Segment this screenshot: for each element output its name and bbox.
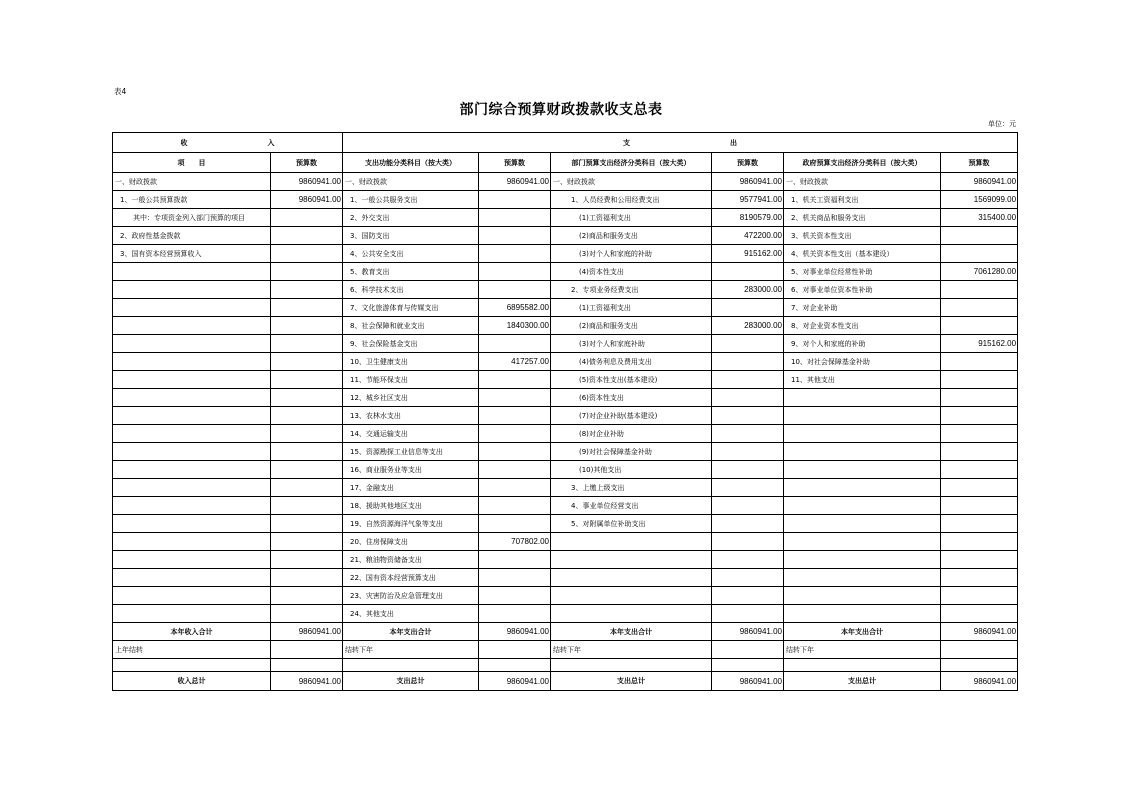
income-value: [271, 587, 343, 605]
carryover-out-value-1: [479, 641, 551, 659]
func-class-value: 6895582.00: [479, 299, 551, 317]
gov-econ-item: 1、机关工资福利支出: [784, 191, 941, 209]
gov-econ-item: 5、对事业单位经常性补助: [784, 263, 941, 281]
gov-econ-value: [941, 389, 1018, 407]
income-value: [271, 371, 343, 389]
gov-econ-item: [784, 425, 941, 443]
func-class-item: 一、财政拨款: [343, 173, 479, 191]
dept-econ-value: 472200.00: [712, 227, 784, 245]
func-class-value: [479, 497, 551, 515]
gov-econ-value: [941, 533, 1018, 551]
table-row: [113, 191, 1018, 209]
table-row: [113, 587, 1018, 605]
dept-econ-item: (3)对个人和家庭补助: [551, 335, 712, 353]
gov-econ-item: [784, 605, 941, 623]
table-row: [113, 227, 1018, 245]
income-value: [271, 227, 343, 245]
income-item: [113, 515, 271, 533]
gov-econ-value: [941, 425, 1018, 443]
grand-expense-value-3: 9860941.00: [941, 672, 1018, 691]
func-class-value: 9860941.00: [479, 173, 551, 191]
income-value: 9860941.00: [271, 173, 343, 191]
gov-econ-item: [784, 551, 941, 569]
dept-econ-item: (6)资本性支出: [551, 389, 712, 407]
income-item: [113, 479, 271, 497]
gov-econ-item: [784, 389, 941, 407]
income-char-1: 收: [180, 138, 188, 147]
income-item: 其中：专项资金列入部门预算的项目: [113, 209, 271, 227]
carryover-in-value: [271, 641, 343, 659]
func-class-item: 6、科学技术支出: [343, 281, 479, 299]
gov-econ-item: 3、机关资本性支出: [784, 227, 941, 245]
gov-econ-item: 6、对事业单位资本性补助: [784, 281, 941, 299]
func-class-item: 18、援助其他地区支出: [343, 497, 479, 515]
gov-econ-value: [941, 605, 1018, 623]
dept-econ-item: (7)对企业补助(基本建设): [551, 407, 712, 425]
carryover-out-label-1: 结转下年: [343, 641, 479, 659]
func-class-value: [479, 443, 551, 461]
gov-econ-item: 2、机关商品和服务支出: [784, 209, 941, 227]
dept-econ-item: (1)工资福利支出: [551, 299, 712, 317]
dept-econ-item: (2)商品和服务支出: [551, 317, 712, 335]
income-total-value: 9860941.00: [271, 623, 343, 641]
gov-econ-item: 10、对社会保障基金补助: [784, 353, 941, 371]
dept-econ-value: [712, 425, 784, 443]
dept-econ-item: 4、事业单位经营支出: [551, 497, 712, 515]
grand-income-value: 9860941.00: [271, 672, 343, 691]
table-row: [113, 209, 1018, 227]
dept-econ-value: [712, 551, 784, 569]
func-class-item: 23、灾害防治及应急管理支出: [343, 587, 479, 605]
dept-econ-item: [551, 587, 712, 605]
income-value: [271, 443, 343, 461]
dept-econ-value: 283000.00: [712, 317, 784, 335]
expense-section-header: [343, 133, 1018, 153]
func-class-item: 24、其他支出: [343, 605, 479, 623]
func-class-value: [479, 209, 551, 227]
dept-econ-item: [551, 569, 712, 587]
gov-econ-item: [784, 443, 941, 461]
table-row: [113, 443, 1018, 461]
dept-econ-item: (1)工资福利支出: [551, 209, 712, 227]
income-item: [113, 281, 271, 299]
col-header-budget-4: 预算数: [941, 153, 1018, 173]
func-class-item: 19、自然资源海洋气象等支出: [343, 515, 479, 533]
gov-econ-value: [941, 353, 1018, 371]
income-item: [113, 335, 271, 353]
expense-char-1: 支: [623, 138, 631, 147]
dept-econ-value: 283000.00: [712, 281, 784, 299]
table-row: [113, 461, 1018, 479]
func-class-value: [479, 461, 551, 479]
annual-total-row: [113, 623, 1018, 641]
table-row: [113, 173, 1018, 191]
income-item: [113, 497, 271, 515]
dept-econ-value: [712, 479, 784, 497]
dept-econ-value: [712, 263, 784, 281]
income-item: [113, 533, 271, 551]
dept-econ-item: [551, 605, 712, 623]
section-header-row: [113, 133, 1018, 153]
gov-econ-item: [784, 569, 941, 587]
func-class-item: 11、节能环保支出: [343, 371, 479, 389]
income-item: [113, 353, 271, 371]
col-header-budget-2: 预算数: [479, 153, 551, 173]
income-char-2: 入: [267, 138, 275, 147]
table-row: [113, 371, 1018, 389]
gov-econ-value: [941, 407, 1018, 425]
gov-econ-item: 7、对企业补助: [784, 299, 941, 317]
carryover-out-label-3: 结转下年: [784, 641, 941, 659]
func-class-value: [479, 407, 551, 425]
dept-econ-item: (8)对企业补助: [551, 425, 712, 443]
expense-total-value-1: 9860941.00: [479, 623, 551, 641]
income-item: [113, 551, 271, 569]
income-value: [271, 605, 343, 623]
carryover-out-value-2: [712, 641, 784, 659]
table-row: [113, 425, 1018, 443]
gov-econ-value: 1569099.00: [941, 191, 1018, 209]
func-class-value: [479, 227, 551, 245]
func-class-item: 16、商业服务业等支出: [343, 461, 479, 479]
func-class-value: [479, 335, 551, 353]
dept-econ-item: (9)对社会保障基金补助: [551, 443, 712, 461]
income-item: [113, 263, 271, 281]
dept-econ-item: [551, 533, 712, 551]
page-title: 部门综合预算财政拨款收支总表: [459, 102, 663, 118]
dept-econ-item: (4)债务利息及费用支出: [551, 353, 712, 371]
income-item: [113, 317, 271, 335]
grand-expense-label-3: 支出总计: [784, 672, 941, 691]
income-value: 9860941.00: [271, 191, 343, 209]
dept-econ-value: 9860941.00: [712, 173, 784, 191]
gov-econ-value: [941, 587, 1018, 605]
table-number: 表4: [114, 87, 127, 96]
dept-econ-value: [712, 389, 784, 407]
func-class-item: 20、住房保障支出: [343, 533, 479, 551]
income-item: [113, 569, 271, 587]
col-header-budget-3: 预算数: [712, 153, 784, 173]
grand-total-row: [113, 672, 1018, 691]
spacer-row: [113, 659, 1018, 672]
dept-econ-value: [712, 515, 784, 533]
func-class-item: 5、教育支出: [343, 263, 479, 281]
gov-econ-value: [941, 497, 1018, 515]
gov-econ-value: 9860941.00: [941, 173, 1018, 191]
income-value: [271, 317, 343, 335]
dept-econ-item: (5)资本性支出(基本建设): [551, 371, 712, 389]
func-class-value: [479, 569, 551, 587]
income-item: 2、政府性基金拨款: [113, 227, 271, 245]
income-value: [271, 299, 343, 317]
income-value: [271, 281, 343, 299]
table-row: [113, 317, 1018, 335]
carryover-out-label-2: 结转下年: [551, 641, 712, 659]
grand-expense-value-2: 9860941.00: [712, 672, 784, 691]
dept-econ-value: [712, 443, 784, 461]
table-row: [113, 335, 1018, 353]
income-item: [113, 443, 271, 461]
table-row: [113, 389, 1018, 407]
income-value: [271, 389, 343, 407]
gov-econ-item: [784, 587, 941, 605]
income-value: [271, 569, 343, 587]
table-row: [113, 515, 1018, 533]
table-row: [113, 281, 1018, 299]
dept-econ-item: 一、财政拨款: [551, 173, 712, 191]
gov-econ-value: [941, 551, 1018, 569]
income-value: [271, 353, 343, 371]
income-item: [113, 371, 271, 389]
income-item: [113, 425, 271, 443]
unit-label: 单位：元: [988, 120, 1016, 128]
income-value: [271, 533, 343, 551]
gov-econ-value: [941, 371, 1018, 389]
dept-econ-item: 1、人员经费和公用经费支出: [551, 191, 712, 209]
gov-econ-value: [941, 515, 1018, 533]
dept-econ-item: (3)对个人和家庭的补助: [551, 245, 712, 263]
carryover-out-value-3: [941, 641, 1018, 659]
dept-econ-value: [712, 569, 784, 587]
func-class-item: 8、社会保障和就业支出: [343, 317, 479, 335]
gov-econ-value: 915162.00: [941, 335, 1018, 353]
func-class-item: 14、交通运输支出: [343, 425, 479, 443]
func-class-item: 3、国防支出: [343, 227, 479, 245]
dept-econ-value: [712, 407, 784, 425]
income-value: [271, 551, 343, 569]
func-class-value: [479, 479, 551, 497]
gov-econ-item: [784, 479, 941, 497]
dept-econ-value: 8190579.00: [712, 209, 784, 227]
income-item: [113, 461, 271, 479]
gov-econ-value: [941, 245, 1018, 263]
table-row: [113, 497, 1018, 515]
dept-econ-value: [712, 533, 784, 551]
gov-econ-value: [941, 443, 1018, 461]
table-row: [113, 569, 1018, 587]
col-header-item: 项 目: [113, 153, 271, 173]
dept-econ-item: (2)商品和服务支出: [551, 227, 712, 245]
table-row: [113, 245, 1018, 263]
gov-econ-value: [941, 569, 1018, 587]
income-value: [271, 335, 343, 353]
carryover-in-label: 上年结转: [113, 641, 271, 659]
gov-econ-value: [941, 317, 1018, 335]
func-class-value: [479, 281, 551, 299]
func-class-value: [479, 605, 551, 623]
func-class-item: 15、资源勘探工业信息等支出: [343, 443, 479, 461]
dept-econ-value: [712, 335, 784, 353]
gov-econ-value: [941, 479, 1018, 497]
col-header-func-class: 支出功能分类科目（按大类）: [343, 153, 479, 173]
expense-char-2: 出: [730, 138, 738, 147]
gov-econ-item: 一、财政拨款: [784, 173, 941, 191]
func-class-value: [479, 587, 551, 605]
gov-econ-item: 9、对个人和家庭的补助: [784, 335, 941, 353]
income-item: [113, 299, 271, 317]
gov-econ-item: 8、对企业资本性支出: [784, 317, 941, 335]
dept-econ-item: (10)其他支出: [551, 461, 712, 479]
func-class-item: 13、农林水支出: [343, 407, 479, 425]
income-total-label: 本年收入合计: [113, 623, 271, 641]
func-class-item: 10、卫生健康支出: [343, 353, 479, 371]
col-header-dept-econ: 部门预算支出经济分类科目（按大类）: [551, 153, 712, 173]
dept-econ-item: 2、专项业务经费支出: [551, 281, 712, 299]
func-class-value: [479, 389, 551, 407]
table-row: [113, 605, 1018, 623]
gov-econ-item: [784, 407, 941, 425]
func-class-item: 12、城乡社区支出: [343, 389, 479, 407]
expense-total-value-3: 9860941.00: [941, 623, 1018, 641]
gov-econ-value: [941, 281, 1018, 299]
table-row: [113, 407, 1018, 425]
col-header-budget-1: 预算数: [271, 153, 343, 173]
func-class-value: [479, 245, 551, 263]
dept-econ-value: 9577941.00: [712, 191, 784, 209]
income-value: [271, 497, 343, 515]
budget-table: [112, 132, 1018, 691]
dept-econ-item: (4)资本性支出: [551, 263, 712, 281]
func-class-value: [479, 515, 551, 533]
income-item: 一、财政拨款: [113, 173, 271, 191]
gov-econ-item: [784, 515, 941, 533]
expense-total-label-3: 本年支出合计: [784, 623, 941, 641]
grand-income-label: 收入总计: [113, 672, 271, 691]
expense-total-label-2: 本年支出合计: [551, 623, 712, 641]
income-value: [271, 479, 343, 497]
expense-total-value-2: 9860941.00: [712, 623, 784, 641]
dept-econ-value: [712, 605, 784, 623]
income-item: [113, 605, 271, 623]
gov-econ-item: [784, 533, 941, 551]
income-item: 3、国有资本经营预算收入: [113, 245, 271, 263]
income-item: [113, 389, 271, 407]
table-row: [113, 353, 1018, 371]
func-class-item: 17、金融支出: [343, 479, 479, 497]
func-class-item: 9、社会保险基金支出: [343, 335, 479, 353]
gov-econ-item: 11、其他支出: [784, 371, 941, 389]
func-class-item: 1、一般公共服务支出: [343, 191, 479, 209]
income-value: [271, 425, 343, 443]
gov-econ-item: [784, 497, 941, 515]
grand-expense-value-1: 9860941.00: [479, 672, 551, 691]
income-value: [271, 461, 343, 479]
dept-econ-value: 915162.00: [712, 245, 784, 263]
gov-econ-value: 315400.00: [941, 209, 1018, 227]
func-class-value: 707802.00: [479, 533, 551, 551]
grand-expense-label-1: 支出总计: [343, 672, 479, 691]
func-class-item: 7、文化旅游体育与传媒支出: [343, 299, 479, 317]
income-value: [271, 407, 343, 425]
dept-econ-item: 3、上缴上级支出: [551, 479, 712, 497]
income-section-header: [113, 133, 343, 153]
gov-econ-value: [941, 299, 1018, 317]
dept-econ-value: [712, 587, 784, 605]
table-row: [113, 533, 1018, 551]
table-row: [113, 263, 1018, 281]
income-value: [271, 245, 343, 263]
income-value: [271, 209, 343, 227]
income-item: 1、一般公共预算拨款: [113, 191, 271, 209]
table-row: [113, 299, 1018, 317]
func-class-value: [479, 191, 551, 209]
gov-econ-value: [941, 461, 1018, 479]
table-body: [113, 173, 1018, 623]
func-class-item: 4、公共安全支出: [343, 245, 479, 263]
dept-econ-value: [712, 461, 784, 479]
func-class-item: 2、外交支出: [343, 209, 479, 227]
expense-total-label-1: 本年支出合计: [343, 623, 479, 641]
gov-econ-item: 4、机关资本性支出（基本建设）: [784, 245, 941, 263]
dept-econ-value: [712, 353, 784, 371]
dept-econ-item: 5、对附属单位补助支出: [551, 515, 712, 533]
income-item: [113, 587, 271, 605]
func-class-item: 21、粮油物资储备支出: [343, 551, 479, 569]
gov-econ-item: [784, 461, 941, 479]
carryover-row: [113, 641, 1018, 659]
table-row: [113, 479, 1018, 497]
grand-expense-label-2: 支出总计: [551, 672, 712, 691]
func-class-value: 1840300.00: [479, 317, 551, 335]
func-class-item: 22、国有资本经营预算支出: [343, 569, 479, 587]
func-class-value: [479, 425, 551, 443]
income-item: [113, 407, 271, 425]
func-class-value: [479, 263, 551, 281]
func-class-value: [479, 371, 551, 389]
dept-econ-value: [712, 371, 784, 389]
dept-econ-item: [551, 551, 712, 569]
func-class-value: 417257.00: [479, 353, 551, 371]
dept-econ-value: [712, 299, 784, 317]
income-value: [271, 263, 343, 281]
income-value: [271, 515, 343, 533]
column-header-row: [113, 153, 1018, 173]
func-class-value: [479, 551, 551, 569]
col-header-gov-econ: 政府预算支出经济分类科目（按大类）: [784, 153, 941, 173]
dept-econ-value: [712, 497, 784, 515]
gov-econ-value: 7061280.00: [941, 263, 1018, 281]
table-row: [113, 551, 1018, 569]
gov-econ-value: [941, 227, 1018, 245]
